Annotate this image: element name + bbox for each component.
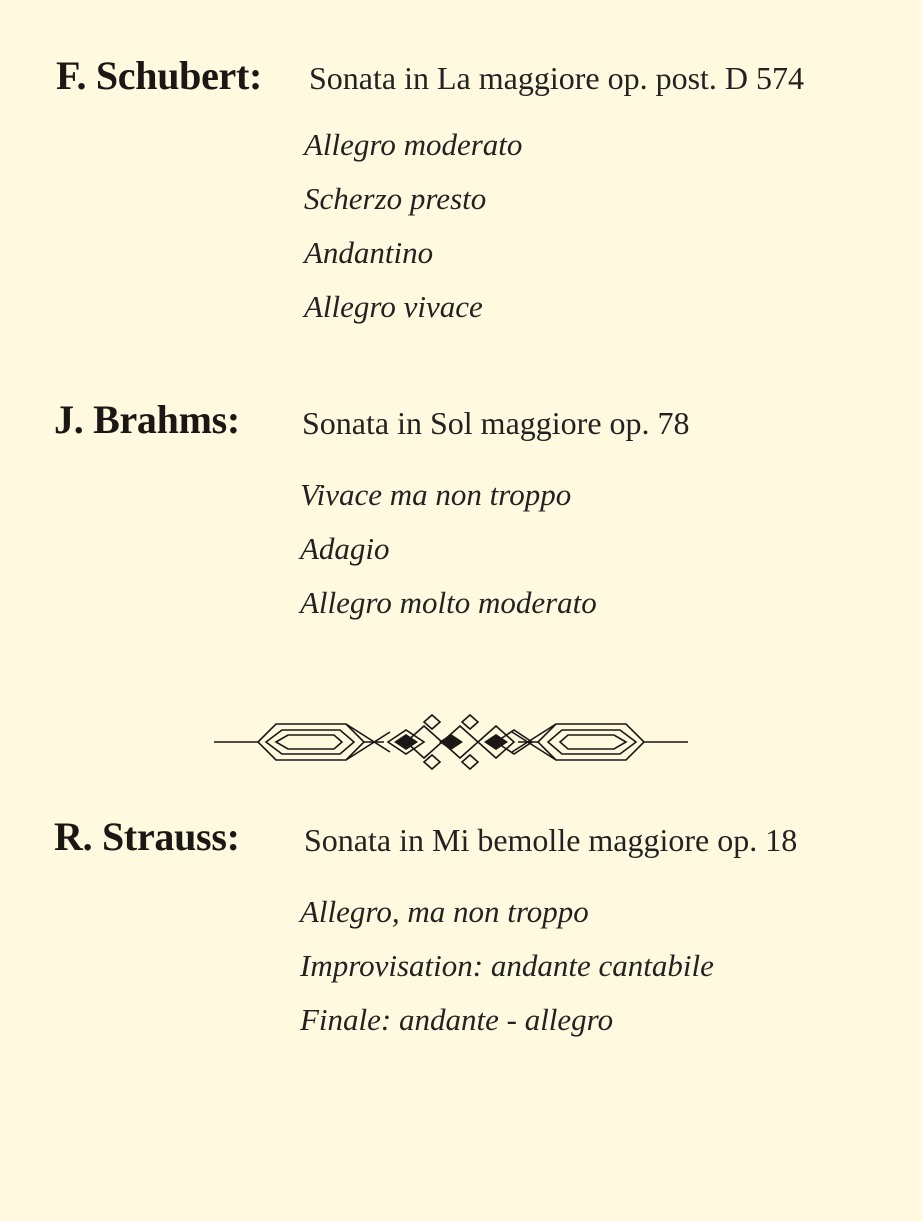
movement-item: Allegro, ma non troppo xyxy=(300,894,589,929)
movement-item: Scherzo presto xyxy=(304,181,487,216)
movement-item: Improvisation: andante cantabile xyxy=(300,948,714,983)
movement-item: Allegro vivace xyxy=(304,289,483,324)
composer-name: R. Strauss: xyxy=(54,814,240,859)
movement-list xyxy=(304,118,522,334)
movement-item: Allegro molto moderato xyxy=(300,585,597,620)
movement-list xyxy=(300,468,597,630)
movement-item: Adagio xyxy=(300,531,390,566)
work-title: Sonata in Sol maggiore op. 78 xyxy=(302,405,690,441)
movement-item: Finale: andante - allegro xyxy=(300,1002,614,1037)
composer-name: F. Schubert: xyxy=(56,53,263,98)
movement-item: Andantino xyxy=(304,235,434,270)
movement-item: Allegro moderato xyxy=(304,127,523,162)
movement-item: Vivace ma non troppo xyxy=(300,477,572,512)
work-title: Sonata in Mi bemolle maggiore op. 18 xyxy=(304,822,798,858)
composer-name: J. Brahms: xyxy=(54,397,240,442)
work-title: Sonata in La maggiore op. post. D 574 xyxy=(309,60,805,96)
art-deco-divider-icon xyxy=(214,712,688,772)
movement-list xyxy=(300,885,714,1047)
